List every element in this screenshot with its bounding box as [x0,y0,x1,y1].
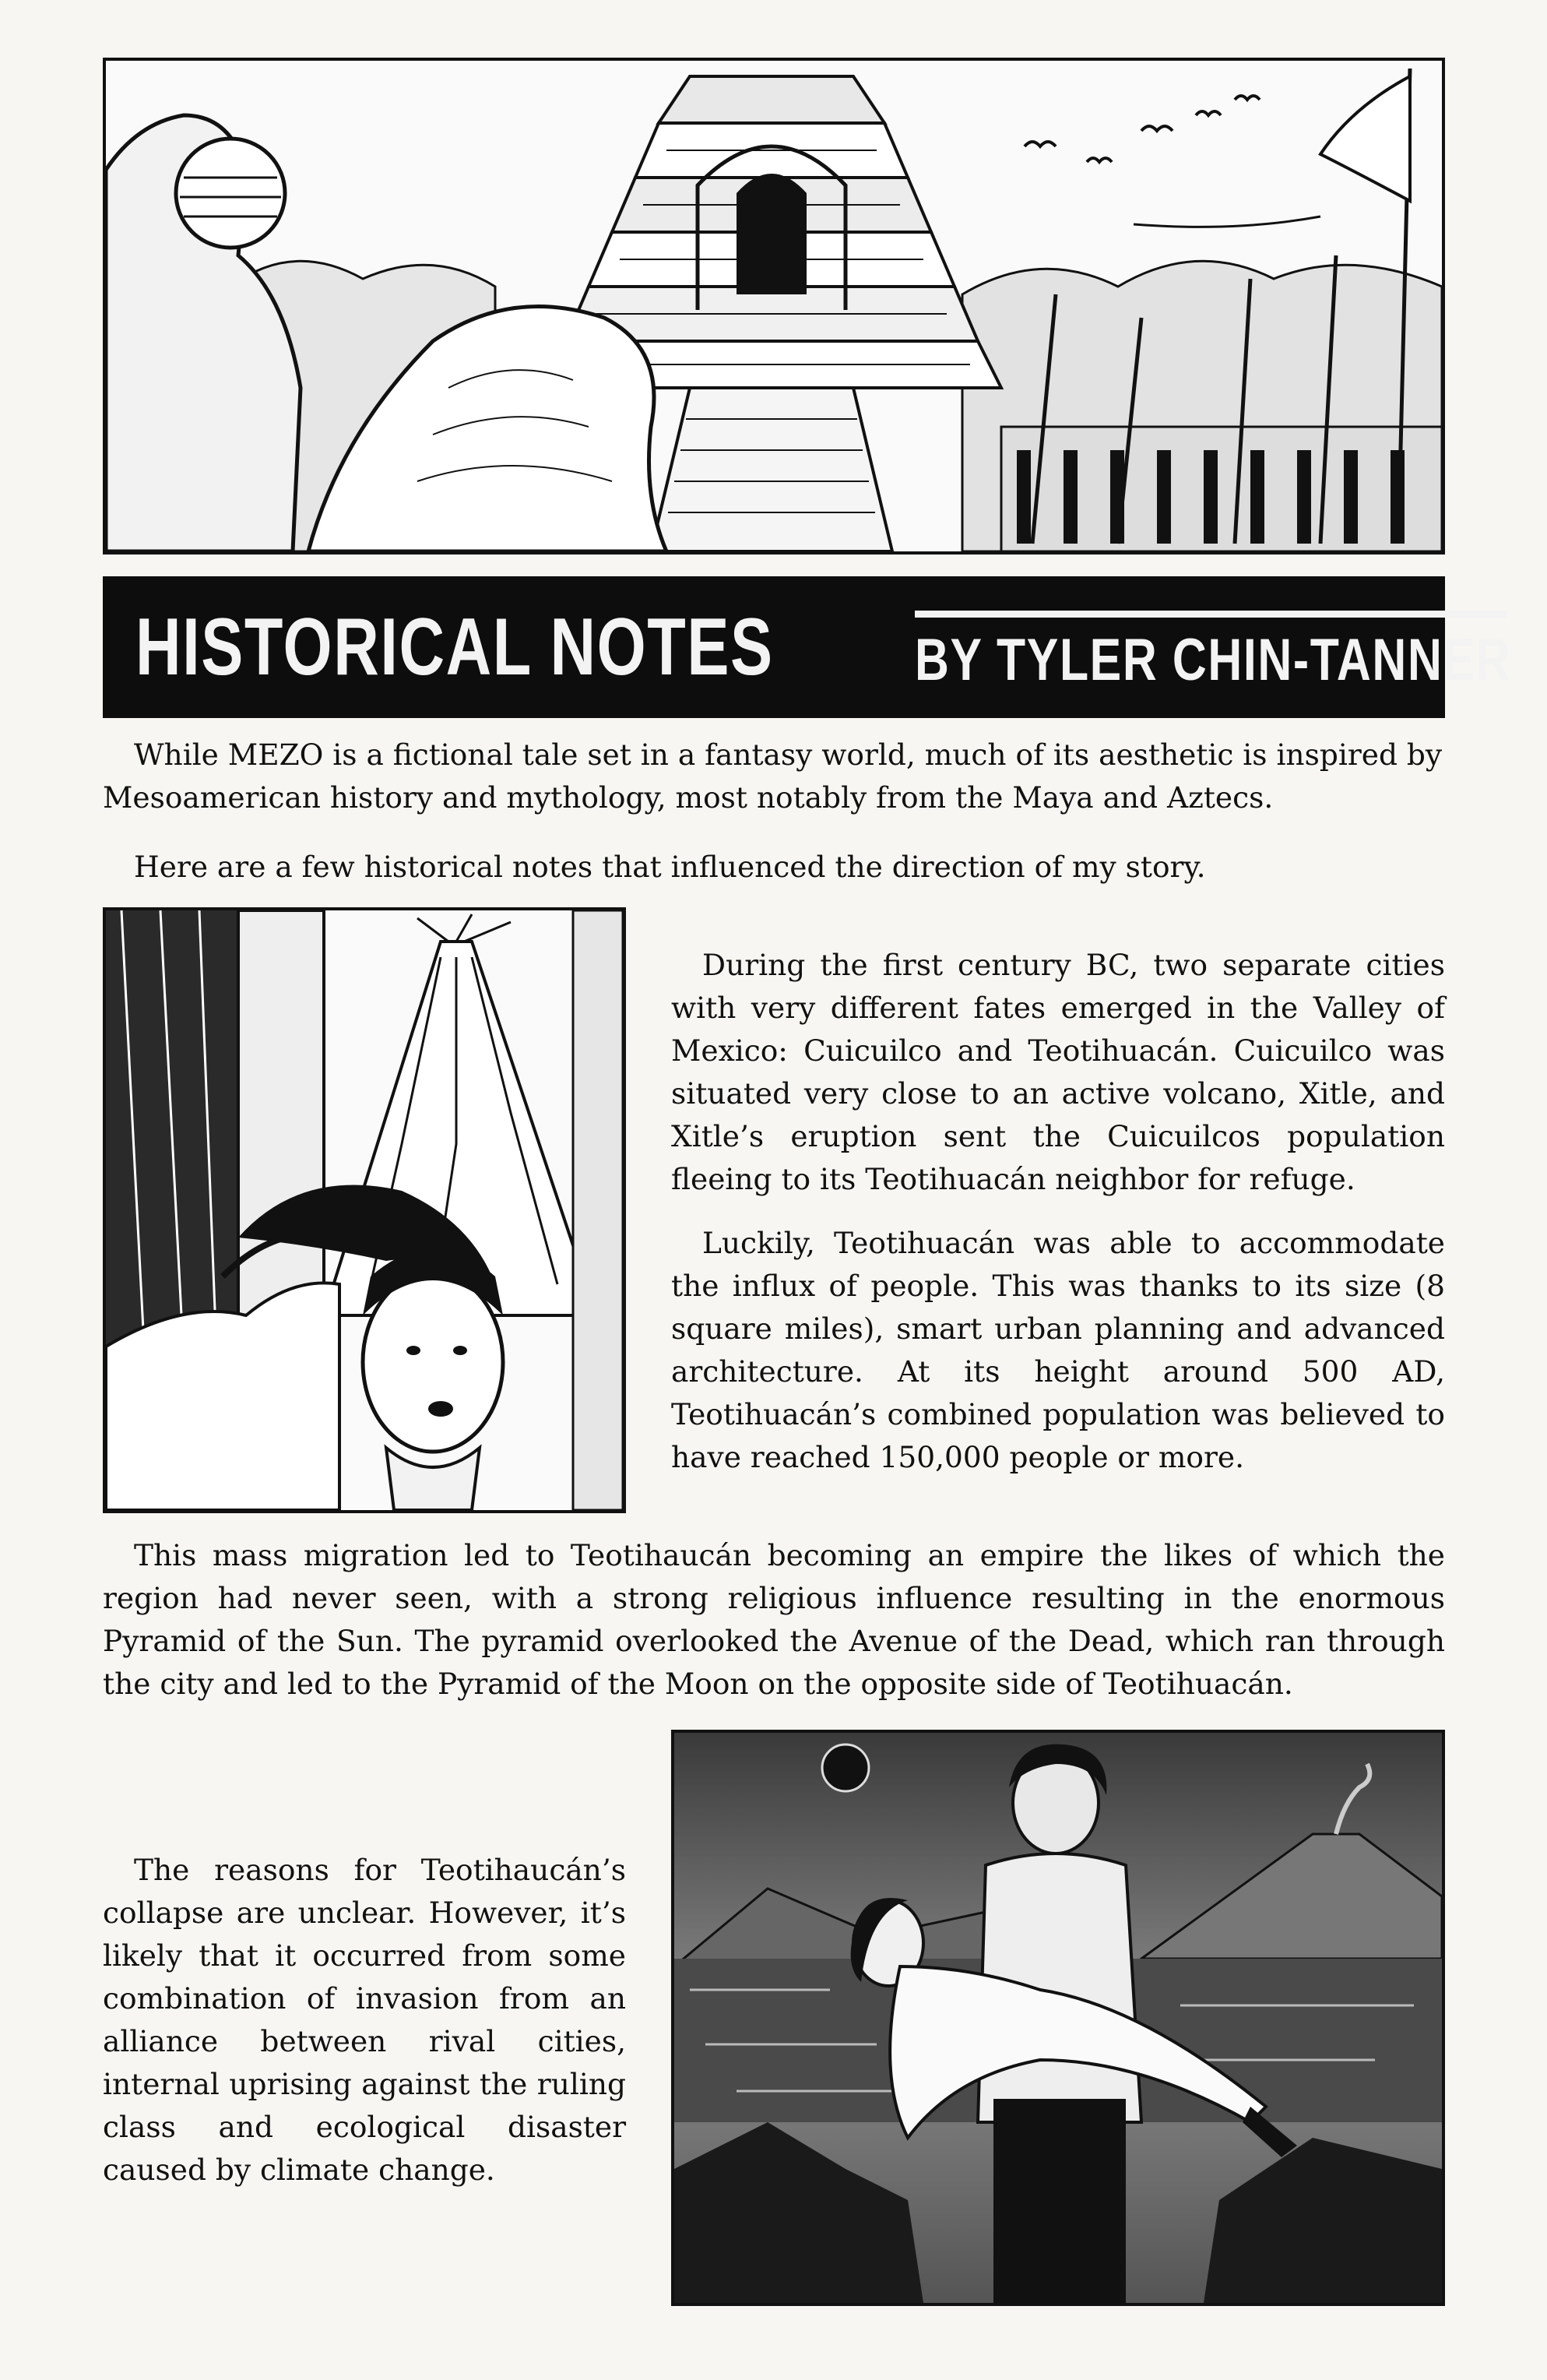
intro-text-2: Here are a few historical notes that influenced the direction of my story. [134,850,1206,884]
cuicuilco-paragraph: During the first century BC, two separate cities with very different fates emerged in the Valley of Mexico: Cuicuilco and Teotihuacán. Cuicuilco was situated very close to an active volcano, Xitle, and Xitle’s eruption sent the Cuicuilcos population fleeing to its Teotihuacán neighbor for refuge. [671,948,1445,1196]
teotihuacan-paragraph: Luckily, Teotihuacán was able to accommodate the influx of people. This was thanks to its size (8 square miles), smart urban planning and advanced architecture. At its height around 500 AD, Teotihuacán’s combined population was believed to have reached 150,000 people or more. [671,1226,1445,1474]
migration-paragraph: This mass migration led to Teotihaucán becoming an empire the likes of which the region had never seen, with a strong religious influence resulting in the enormous Pyramid of the Sun. The pyramid overlooked the Avenue of the Dead, which ran through the city and led to the Pyramid of the Moon on the opposite side of Teotihuacán. [103,1538,1445,1701]
cities-section [671,944,1445,1479]
fleeing-girl-illustration [103,907,626,1513]
temple-city-illustration [103,58,1445,555]
collapse-paragraph: The reasons for Teotihaucán’s collapse are unclear. However, it’s likely that it occurred from some combination of invasion from an alliance between rival cities, internal uprising against the ruling class and ecological disaster caused by climate change. [103,1853,626,2187]
byline-rule [915,611,1514,618]
page-title: HISTORICAL NOTES [135,602,774,692]
man-carrying-girl-illustration [671,1730,1445,2306]
author-byline: BY TYLER CHIN-TANNER [915,627,1512,693]
temple-city-art [106,61,1442,551]
intro-text-1: While MEZO is a fictional tale set in a fantasy world, much of its aesthetic is inspired by Mesoamerican history and mythology, most notably from the Maya and Aztecs. [103,738,1443,815]
intro-paragraph [103,734,1445,819]
collapse-section [103,1849,626,2192]
title-banner [103,576,1512,718]
intro-paragraph-2 [103,846,1445,889]
man-carrying-girl-art [674,1733,1442,2303]
fleeing-girl-art [106,910,623,1510]
migration-section [103,1534,1445,1706]
